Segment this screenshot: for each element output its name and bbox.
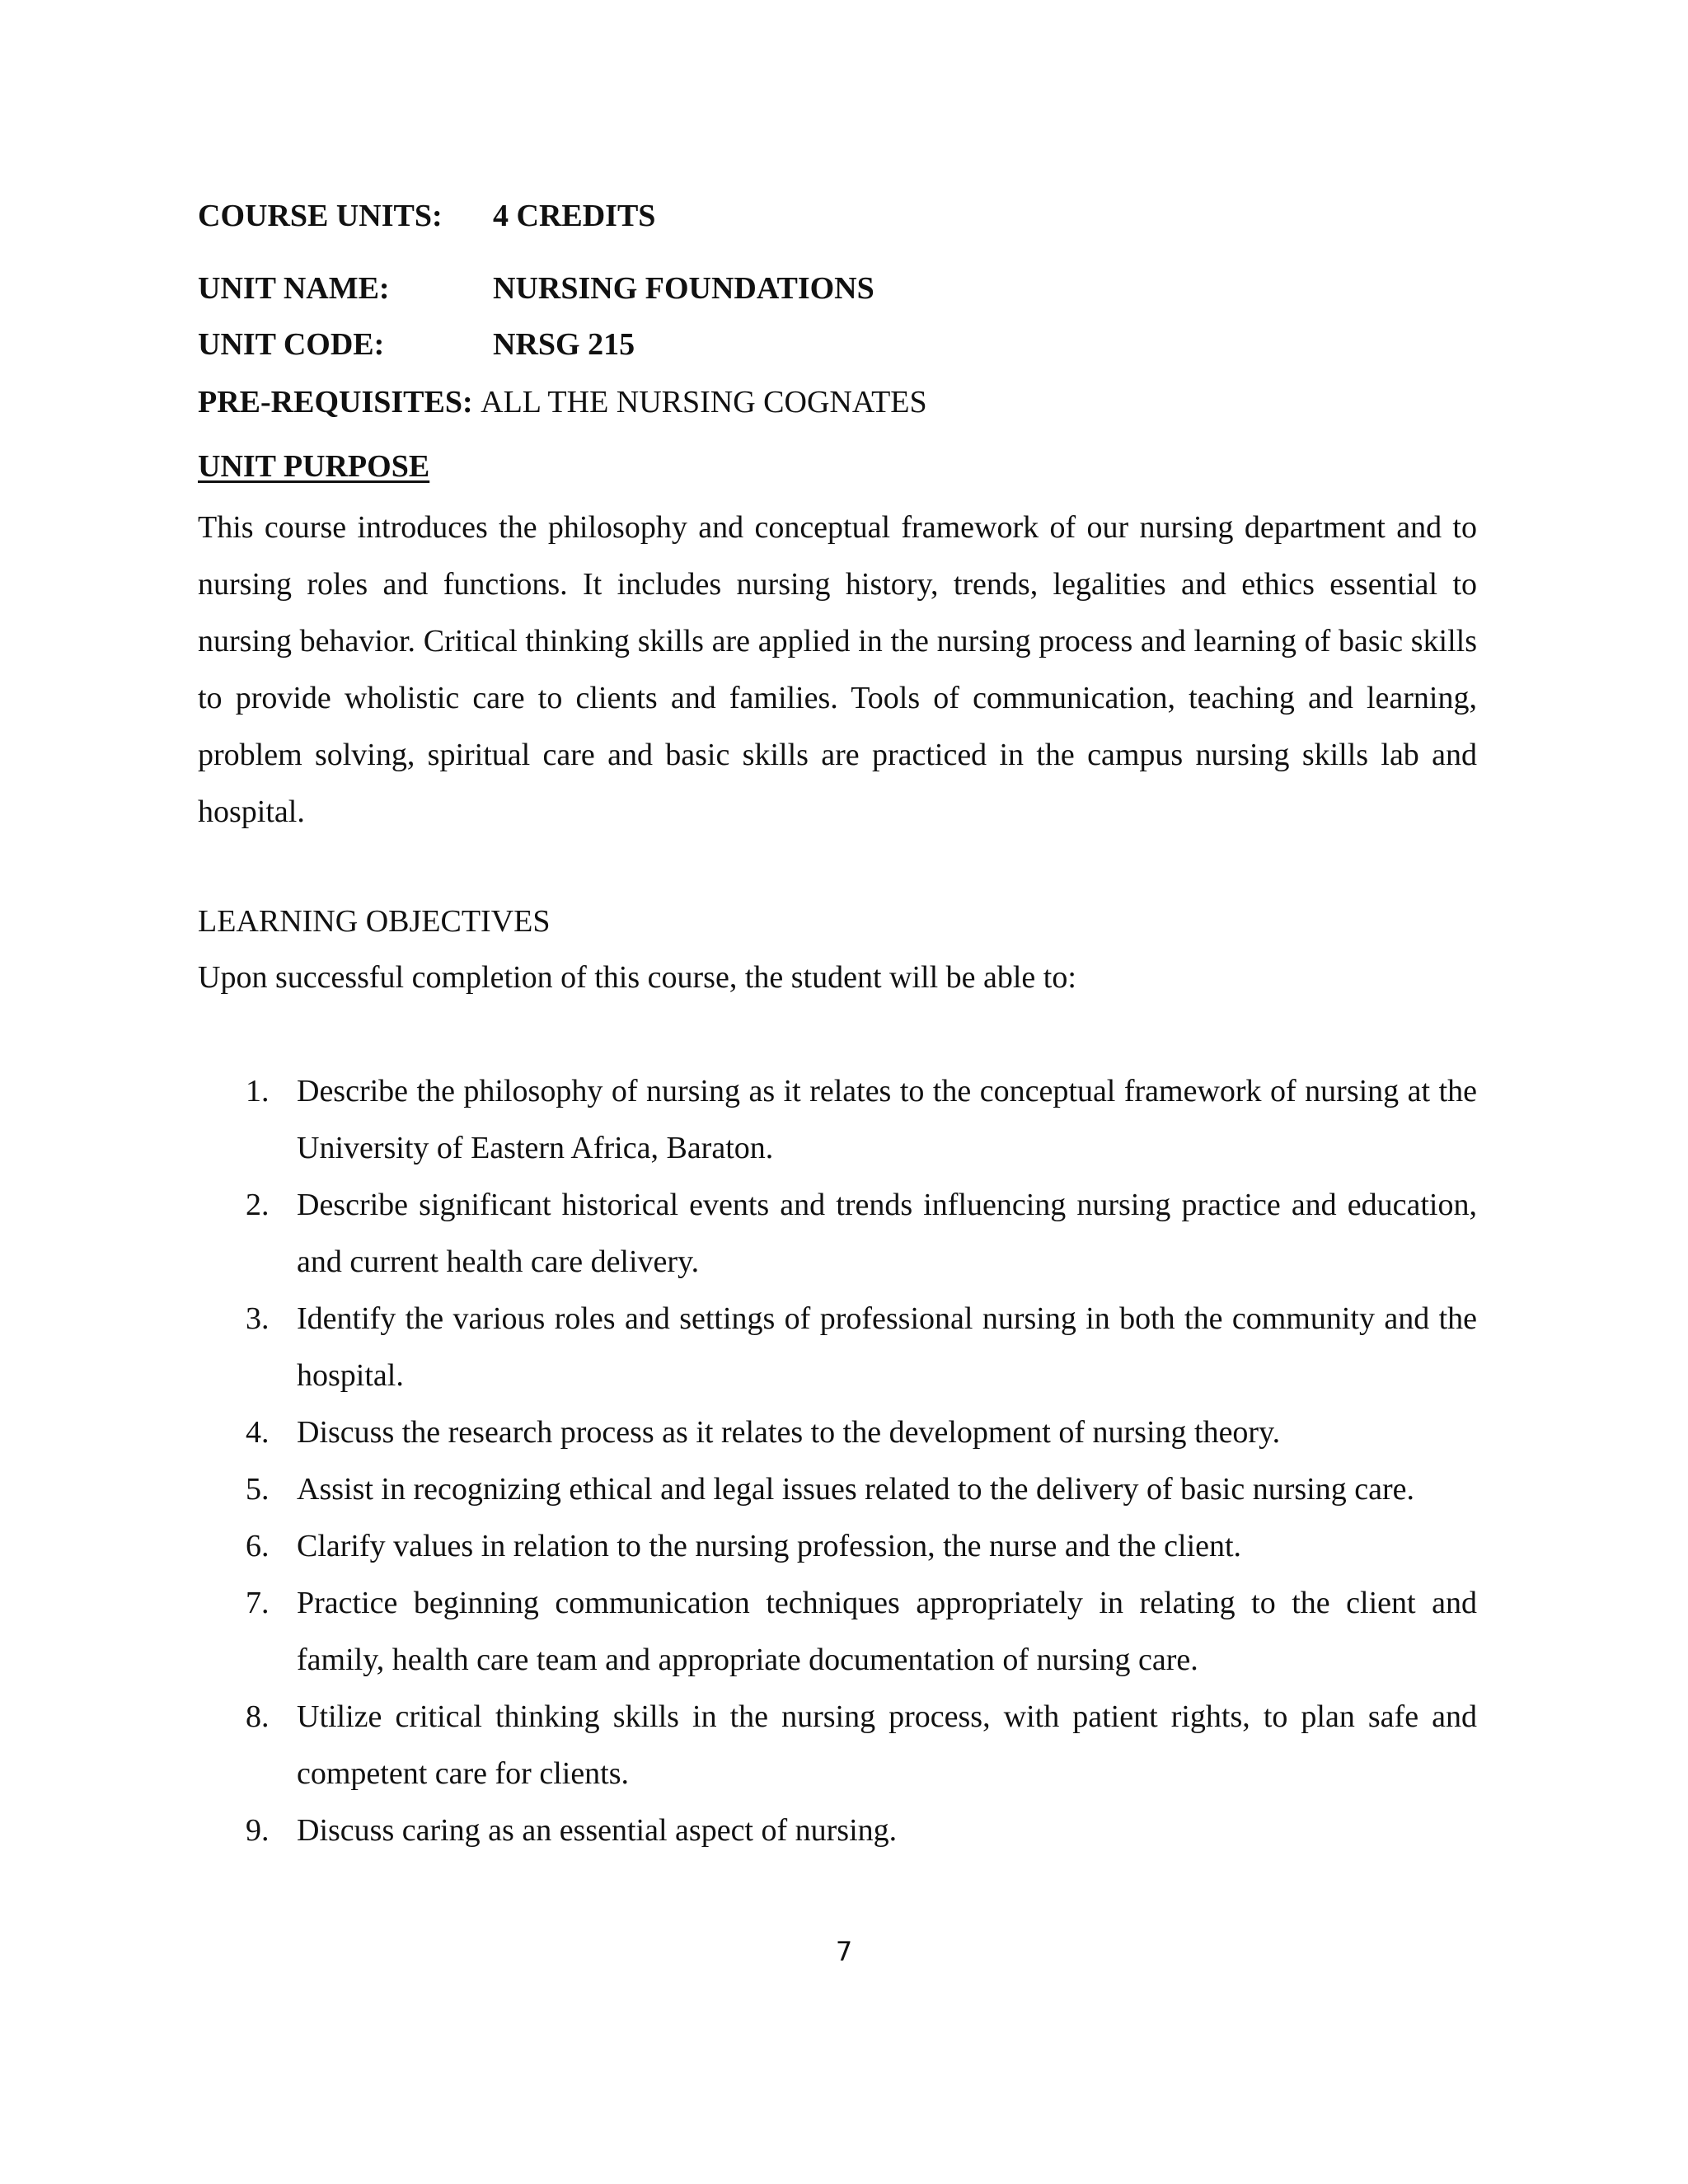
list-item — [198, 1518, 1477, 1575]
unit-code-value: NRSG 215 — [493, 327, 635, 362]
course-units-label: COURSE UNITS: — [198, 199, 443, 233]
list-item-text: Describe the philosophy of nursing as it relates to the conceptual framework of nursing at the University of Eastern Africa, Baraton. — [297, 1074, 1477, 1165]
unit-name-row — [198, 269, 874, 308]
course-units-row — [198, 196, 656, 236]
objectives-list — [198, 1063, 1477, 1859]
list-item — [198, 1063, 1477, 1177]
unit-name-label: UNIT NAME: — [198, 271, 390, 306]
prerequisites-label: PRE-REQUISITES: — [198, 385, 473, 419]
list-item-number: 5. — [246, 1472, 270, 1507]
unit-code-label: UNIT CODE: — [198, 327, 385, 362]
list-item — [198, 1575, 1477, 1689]
list-item — [198, 1461, 1477, 1518]
list-item-text: Discuss the research process as it relates to the development of nursing theory. — [297, 1415, 1281, 1450]
prerequisites-row — [198, 382, 927, 422]
list-item-text: Utilize critical thinking skills in the nursing process, with patient rights, to plan safe and competent care for clients. — [297, 1699, 1477, 1791]
unit-code-row — [198, 325, 635, 364]
list-item-number: 3. — [246, 1301, 270, 1336]
list-item-number: 2. — [246, 1188, 270, 1222]
list-item-number: 8. — [246, 1699, 270, 1734]
list-item-text: Clarify values in relation to the nursing profession, the nurse and the client. — [297, 1529, 1242, 1563]
learning-objectives-heading: LEARNING OBJECTIVES — [198, 904, 551, 939]
list-item — [198, 1177, 1477, 1291]
list-item-number: 6. — [246, 1529, 270, 1563]
list-item — [198, 1291, 1477, 1404]
list-item-text: Assist in recognizing ethical and legal issues related to the delivery of basic nursing care. — [297, 1472, 1414, 1507]
list-item-number: 7. — [246, 1586, 270, 1620]
list-item — [198, 1689, 1477, 1802]
course-units-value: 4 CREDITS — [493, 199, 656, 233]
list-item-text: Identify the various roles and settings of professional nursing in both the community and the hospital. — [297, 1301, 1477, 1393]
unit-name-value: NURSING FOUNDATIONS — [493, 271, 874, 306]
unit-purpose-paragraph: This course introduces the philosophy and conceptual framework of our nursing department and to nursing roles and functions. It includes nursing history, trends, legalities and ethics essential to nursing behavior. Critical thinking skills are applied in the nursing process and learning of basic skills to provide wholistic care to clients and families. Tools of communication, teaching and learning, problem solving, spiritual care and basic skills are practiced in the campus nursing skills lab and hospital. — [198, 510, 1477, 829]
list-item-text: Describe significant historical events and trends influencing nursing practice and education, and current health care delivery. — [297, 1188, 1477, 1279]
page-number: 7 — [835, 1936, 853, 1967]
list-item-number: 4. — [246, 1415, 270, 1450]
list-item-text: Practice beginning communication techniques appropriately in relating to the client and family, health care team and appropriate documentation of nursing care. — [297, 1586, 1477, 1677]
list-item-number: 1. — [246, 1074, 270, 1108]
unit-purpose-heading: UNIT PURPOSE — [198, 449, 430, 484]
prerequisites-value: ALL THE NURSING COGNATES — [481, 385, 927, 419]
objectives-intro: Upon successful completion of this course, the student will be able to: — [198, 960, 1076, 995]
list-item-number: 9. — [246, 1813, 270, 1848]
list-item-text: Discuss caring as an essential aspect of nursing. — [297, 1813, 898, 1848]
list-item — [198, 1404, 1477, 1461]
list-item — [198, 1802, 1477, 1859]
